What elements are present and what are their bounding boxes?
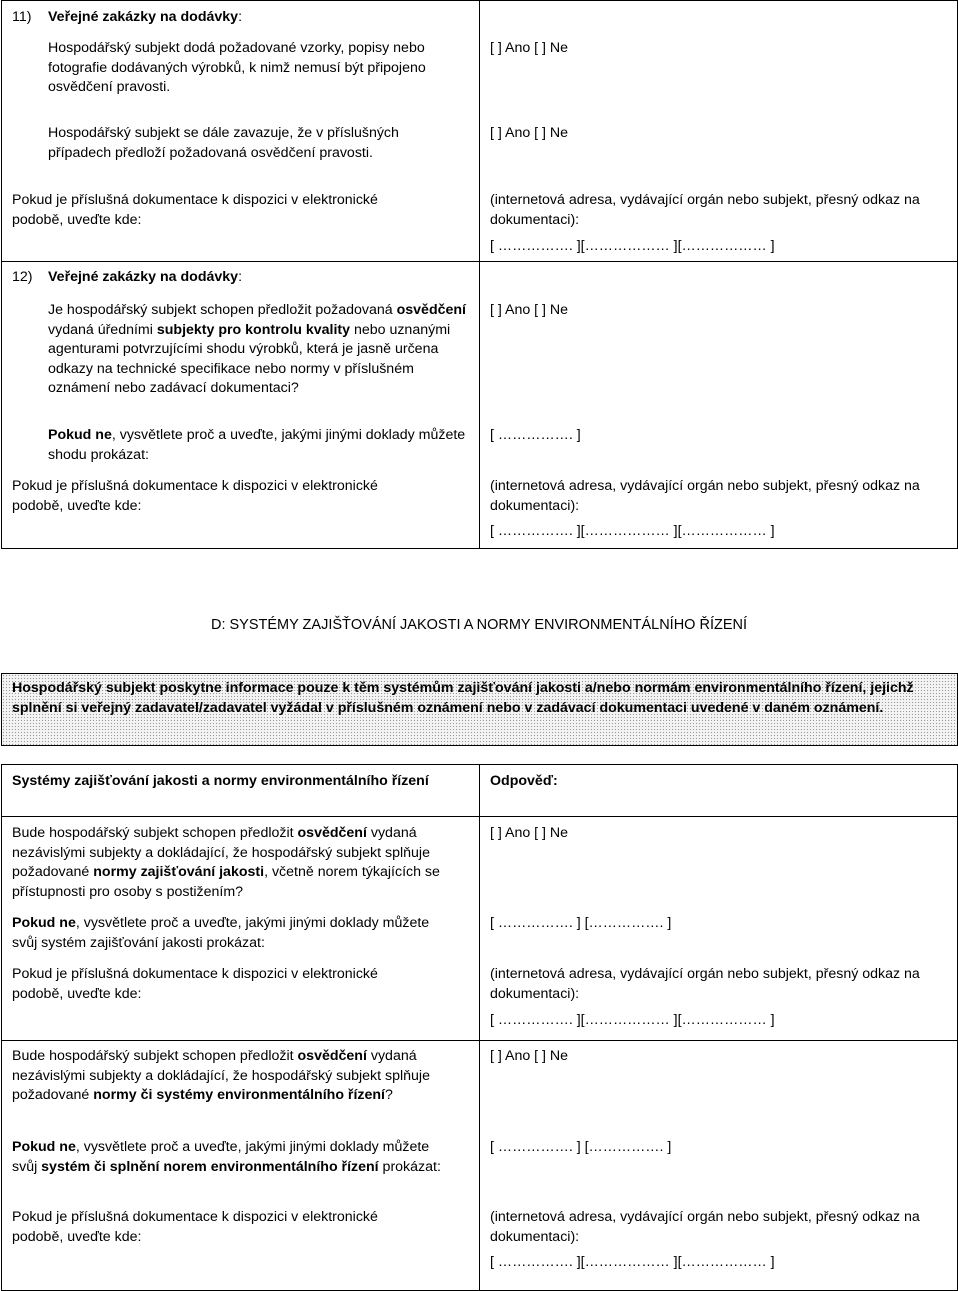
quality-answer[interactable]: [ ] Ano [ ] Ne (490, 825, 569, 841)
environmental-doc-fields[interactable]: [ ……………. ][……………… ][……………… ] (490, 1254, 775, 1270)
environmental-question: Bude hospodářský subjekt schopen předložit osvědčení vydaná nezávislými subjekty a dokládající, že hospodářský subjekt splňuje požadované normy či systémy environmentálního řízení? (12, 1048, 430, 1103)
section-11-answer-samples[interactable]: [ ] Ano [ ] Ne (490, 40, 569, 56)
section-12-title: 12) Veřejné zakázky na dodávky: (12, 269, 243, 285)
section-11-doc-label: Pokud je příslušná dokumentace k dispozici v elektronické podobě, uveďte kde: (12, 192, 378, 228)
section-11-question-authenticity: Hospodářský subjekt se dále zavazuje, že v příslušných případech předloží požadovaná osvědčení pravosti. (48, 125, 399, 161)
section-11-doc-answer: (internetová adresa, vydávající orgán nebo subjekt, přesný odkaz na dokumentaci): (490, 192, 920, 228)
section-d-notice: Hospodářský subjekt poskytne informace pouze k těm systémům zajišťování jakosti a/nebo normám environmentálního řízení, jejichž splnění si veřejný zadavatel/zadavatel vyžádal v příslušném oznámení nebo v zadávací dokumentaci uvedené v daném oznámení. (1, 673, 958, 746)
environmental-doc-label: Pokud je příslušná dokumentace k dispozici v elektronické podobě, uveďte kde: (12, 1209, 378, 1245)
quality-if-no-answer[interactable]: [ ……………. ] [……………. ] (490, 915, 672, 931)
section-12-if-no-answer[interactable]: [ ……………. ] (490, 427, 581, 443)
section-11-answer-authenticity[interactable]: [ ] Ano [ ] Ne (490, 125, 569, 141)
quality-doc-answer: (internetová adresa, vydávající orgán nebo subjekt, přesný odkaz na dokumentaci): (490, 966, 920, 1002)
environmental-doc-answer: (internetová adresa, vydávající orgán nebo subjekt, přesný odkaz na dokumentaci): (490, 1209, 920, 1245)
section-12-question-certificates: Je hospodářský subjekt schopen předložit požadovaná osvědčení vydaná úředními subjekty pro kontrolu kvality nebo uznanými agenturami potvrzujícími shodu výrobků, která je jasně určena odkazy na technické specifikace nebo normy v příslušném oznámení nebo zadávací dokumentaci? (48, 302, 467, 396)
quality-table-header-separator (1, 816, 958, 817)
supplies-table-divider (479, 0, 480, 549)
section-12-answer-certificates[interactable]: [ ] Ano [ ] Ne (490, 302, 569, 318)
quality-question: Bude hospodářský subjekt schopen předložit osvědčení vydaná nezávislými subjekty a dokládající, že hospodářský subjekt splňuje požadované normy zajišťování jakosti, včetně norem týkajících se přístupnosti pro osoby s postižením? (12, 825, 440, 900)
quality-table-column-right: Odpověď: (490, 773, 558, 789)
quality-table-divider (479, 764, 480, 1291)
environmental-if-no-answer[interactable]: [ ……………. ] [……………. ] (490, 1139, 672, 1155)
quality-if-no: Pokud ne, vysvětlete proč a uveďte, jakými jinými doklady můžete svůj systém zajišťování jakosti prokázat: (12, 915, 430, 951)
section-12-doc-answer: (internetová adresa, vydávající orgán nebo subjekt, přesný odkaz na dokumentaci): (490, 478, 920, 514)
section-11-title: 11) Veřejné zakázky na dodávky: (12, 9, 243, 25)
section-12-doc-label: Pokud je příslušná dokumentace k dispozici v elektronické podobě, uveďte kde: (12, 478, 378, 514)
section-11-doc-fields[interactable]: [ ……………. ][……………… ][……………… ] (490, 238, 775, 254)
environmental-answer[interactable]: [ ] Ano [ ] Ne (490, 1048, 569, 1064)
section-12-doc-fields[interactable]: [ ……………. ][……………… ][……………… ] (490, 523, 775, 539)
section-12-if-no: Pokud ne, vysvětlete proč a uveďte, jakými jinými doklady můžete shodu prokázat: (48, 427, 466, 463)
quality-doc-label: Pokud je příslušná dokumentace k dispozici v elektronické podobě, uveďte kde: (12, 966, 378, 1002)
section-11-question-samples: Hospodářský subjekt dodá požadované vzorky, popisy nebo fotografie dodávaných výrobků, k nimž nemusí být připojeno osvědčení pravosti. (48, 40, 426, 95)
environmental-if-no: Pokud ne, vysvětlete proč a uveďte, jakými jinými doklady můžete svůj systém či splnění norem environmentálního řízení prokázat: (12, 1139, 441, 1175)
section-d-heading: D: SYSTÉMY ZAJIŠŤOVÁNÍ JAKOSTI A NORMY ENVIRONMENTÁLNÍHO ŘÍZENÍ (210, 617, 748, 633)
quality-table-column-left: Systémy zajišťování jakosti a normy environmentálního řízení (12, 773, 429, 789)
quality-env-separator (1, 1040, 958, 1041)
quality-doc-fields[interactable]: [ ……………. ][……………… ][……………… ] (490, 1012, 775, 1028)
section-11-12-separator (1, 261, 958, 262)
